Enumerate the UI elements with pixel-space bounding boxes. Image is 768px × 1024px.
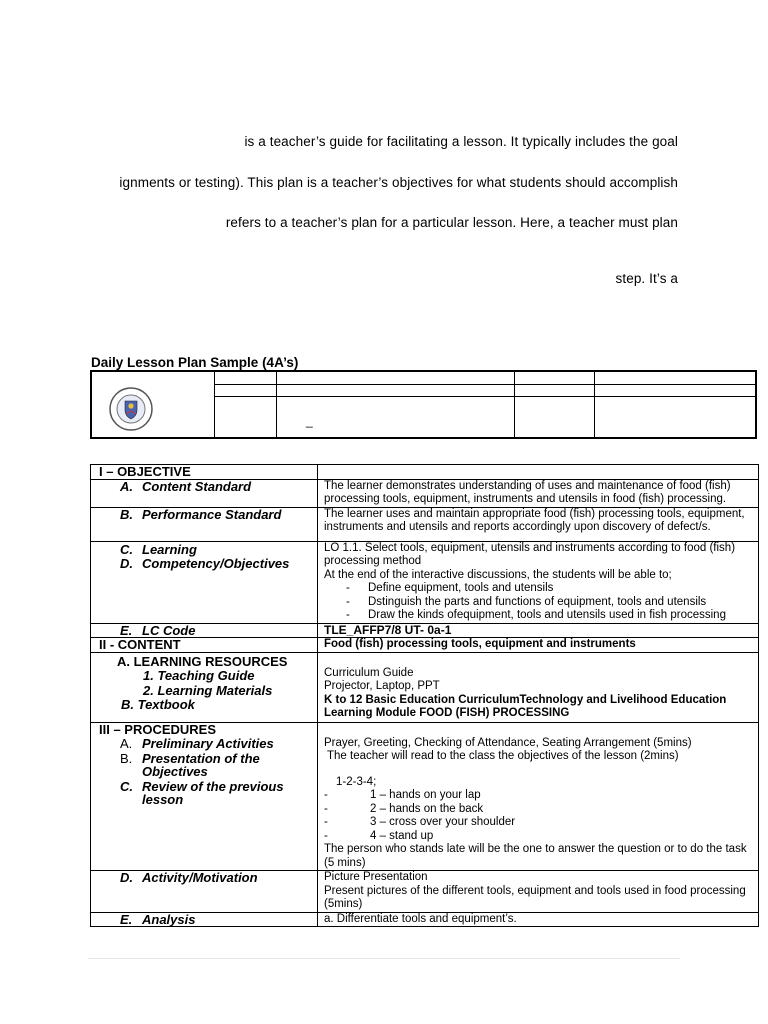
performance-standard-text: The learner uses and maintain appropriate food (fish) processing tools, equipment, instruments and utensils and reports accordingly upon discovery of defect/s. <box>318 507 759 541</box>
learning-label: Learning <box>142 541 197 557</box>
lc-code-value: TLE_AFFP7/8 UT- 0a-1 <box>318 623 759 638</box>
item-marker: A. <box>120 478 133 494</box>
learning-materials-label: 2. Learning Materials <box>143 682 273 698</box>
table-row <box>91 638 759 653</box>
lesson-header-grid <box>90 370 757 439</box>
activity-label: Activity/Motivation <box>142 870 258 885</box>
list-item: - Define equipment, tools and utensils <box>346 582 554 594</box>
objectives-reading-text: The teacher will read to the class the objectives of the lesson (2mins) <box>324 750 679 762</box>
content-standard-label: Content Standard <box>142 478 252 494</box>
item-marker: B. <box>120 506 133 522</box>
resource-textbook-text: K to 12 Basic Education CurriculumTechnology and Livelihood Education Learning Module FOOD (FISH) PROCESSING <box>324 693 727 719</box>
table-row <box>91 722 759 871</box>
item-marker: C. <box>120 778 133 794</box>
table-row <box>91 479 759 507</box>
item-marker: B. <box>120 750 133 766</box>
intro-line-3: refers to a teacher’s plan for a particular lesson. Here, a teacher must plan <box>225 215 678 230</box>
intro-line-1: is a teacher’s guide for facilitating a lesson. It typically includes the goal <box>244 134 678 149</box>
table-row <box>91 871 759 913</box>
item-marker: D. <box>120 870 133 885</box>
content-heading: II - CONTENT <box>99 637 181 652</box>
activity-text-2: Present pictures of the different tools, equipment and tools used in food processing (5mins) <box>324 884 746 910</box>
list-item: - 1 – hands on your lap <box>324 789 481 801</box>
procedures-heading: III – PROCEDURES <box>99 721 217 737</box>
analysis-text: a. Differentiate tools and equipment’s. <box>318 912 759 927</box>
performance-standard-label: Performance Standard <box>142 506 282 522</box>
intro-line-2: ignments or testing). This plan is a teacher’s objectives for what students should accomplish <box>119 175 678 190</box>
objective-heading: I – OBJECTIVE <box>99 464 191 479</box>
resource-guide-text: Curriculum Guide <box>324 666 414 679</box>
presentation-label: Presentation of the Objectives <box>142 750 260 779</box>
count-text: 1-2-3-4; <box>336 775 377 788</box>
table-row <box>91 652 759 722</box>
table-row <box>91 507 759 541</box>
item-marker: E. <box>120 622 133 638</box>
table-row <box>91 541 759 623</box>
activity-text-1: Picture Presentation <box>324 871 428 883</box>
list-item: - Draw the kinds ofequipment, tools and utensils used in fish processing <box>346 609 726 621</box>
page-divider <box>88 958 680 959</box>
teaching-guide-label: 1. Teaching Guide <box>143 668 255 683</box>
lesson-plan-table <box>90 464 759 927</box>
learning-resources-heading: A. LEARNING RESOURCES <box>117 653 288 669</box>
lo-text: LO 1.1. Select tools, equipment, utensils and instruments according to food (fish) processing method <box>324 541 736 567</box>
preliminary-text: Prayer, Greeting, Checking of Attendance, Seating Arrangement (5mins) <box>324 736 692 749</box>
intro-line-4: step. It’s a <box>615 271 678 286</box>
item-marker: C. <box>120 541 133 557</box>
deped-seal-icon <box>108 386 154 432</box>
item-marker: E. <box>120 911 133 927</box>
competency-label: Competency/Objectives <box>142 556 290 571</box>
objectives-intro: At the end of the interactive discussions, the students will be able to; <box>324 568 672 581</box>
resource-equipment-text: Projector, Laptop, PPT <box>324 680 440 692</box>
closing-text: The person who stands late will be the one to answer the question or to do the task (5 mins) <box>324 843 747 869</box>
page-title: Daily Lesson Plan Sample (4A’s) <box>91 355 299 370</box>
textbook-label: B. Textbook <box>121 697 195 712</box>
preliminary-label: Preliminary Activities <box>142 736 274 751</box>
table-row <box>91 912 759 927</box>
analysis-label: Analysis <box>142 911 196 927</box>
item-marker: D. <box>120 556 133 571</box>
lc-code-label: LC Code <box>142 622 196 638</box>
list-item: - 4 – stand up <box>324 829 434 842</box>
list-item: - Dstinguish the parts and functions of equipment, tools and utensils <box>346 595 707 608</box>
list-item: - 2 – hands on the back <box>324 802 484 815</box>
content-text: Food (fish) processing tools, equipment and instruments <box>318 638 759 653</box>
list-item: - 3 – cross over your shoulder <box>324 816 516 828</box>
table-row <box>91 465 759 480</box>
review-label: Review of the previous lesson <box>142 778 284 807</box>
header-dash: _ <box>306 414 313 428</box>
content-standard-text: The learner demonstrates understanding of uses and maintenance of food (fish) processing tools, equipment, instruments and utensils in food (fish) processing. <box>318 479 759 507</box>
item-marker: A. <box>120 736 133 751</box>
table-row <box>91 623 759 638</box>
